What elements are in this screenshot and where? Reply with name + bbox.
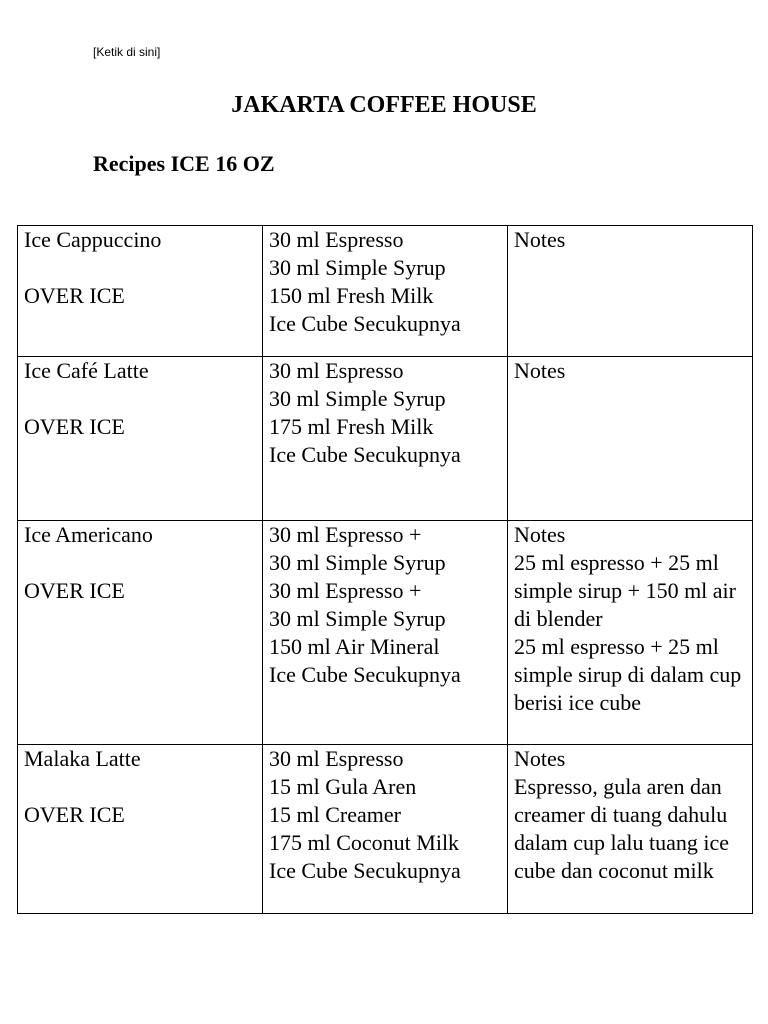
recipe-method: OVER ICE: [24, 414, 125, 439]
notes-label: Notes: [514, 746, 566, 771]
recipe-name-cell: [18, 357, 263, 521]
recipe-name-cell: [18, 226, 263, 357]
ingredient: Ice Cube Secukupnya: [269, 442, 461, 467]
recipe-ingredients-cell: [263, 521, 508, 745]
recipe-notes-cell: [508, 357, 753, 521]
recipe-name-cell: [18, 745, 263, 914]
recipe-name: Malaka Latte: [24, 746, 141, 771]
recipe-method: OVER ICE: [24, 802, 125, 827]
ingredient: 150 ml Air Mineral: [269, 634, 440, 659]
notes-label: Notes: [514, 227, 566, 252]
ingredient: 15 ml Gula Aren: [269, 774, 417, 799]
recipe-name-cell: [18, 521, 263, 745]
ingredient: 30 ml Simple Syrup: [269, 606, 446, 631]
notes-text: Espresso, gula aren dan creamer di tuang dahulu dalam cup lalu tuang ice cube dan coconut milk: [514, 774, 730, 883]
ingredient: 30 ml Espresso: [269, 227, 404, 252]
document-title: JAKARTA COFFEE HOUSE: [231, 92, 537, 118]
page-header-note: [Ketik di sini]: [93, 45, 161, 59]
ingredient: Ice Cube Secukupnya: [269, 858, 461, 883]
ingredient: 150 ml Fresh Milk: [269, 283, 434, 308]
notes-label: Notes: [514, 358, 566, 383]
ingredient: 30 ml Simple Syrup: [269, 386, 446, 411]
ingredient: 30 ml Espresso: [269, 746, 404, 771]
ingredient: 30 ml Simple Syrup: [269, 550, 446, 575]
ingredient: 175 ml Coconut Milk: [269, 830, 460, 855]
document-subtitle: Recipes ICE 16 OZ: [93, 151, 275, 176]
ingredient: 175 ml Fresh Milk: [269, 414, 434, 439]
recipe-name: Ice Americano: [24, 522, 153, 547]
table-row: [18, 521, 753, 745]
notes-text: 25 ml espresso + 25 ml simple sirup + 150 ml air di blender: [514, 550, 736, 631]
ingredient: 30 ml Espresso: [269, 358, 404, 383]
notes-label: Notes: [514, 522, 566, 547]
ingredient: Ice Cube Secukupnya: [269, 311, 461, 336]
recipe-name: Ice Cappuccino: [24, 227, 162, 252]
recipes-table: [17, 225, 753, 914]
table-row: [18, 745, 753, 914]
notes-text: 25 ml espresso + 25 ml simple sirup di dalam cup berisi ice cube: [514, 634, 742, 715]
recipe-ingredients-cell: [263, 357, 508, 521]
recipe-notes-cell: [508, 745, 753, 914]
table-row: [18, 357, 753, 521]
recipe-method: OVER ICE: [24, 578, 125, 603]
ingredient: 30 ml Espresso +: [269, 578, 422, 603]
recipe-notes-cell: [508, 521, 753, 745]
recipe-ingredients-cell: [263, 745, 508, 914]
recipe-notes-cell: [508, 226, 753, 357]
recipe-ingredients-cell: [263, 226, 508, 357]
table-row: [18, 226, 753, 357]
ingredient: 30 ml Espresso +: [269, 522, 422, 547]
ingredient: Ice Cube Secukupnya: [269, 662, 461, 687]
ingredient: 30 ml Simple Syrup: [269, 255, 446, 280]
ingredient: 15 ml Creamer: [269, 802, 401, 827]
recipe-name: Ice Café Latte: [24, 358, 149, 383]
recipe-method: OVER ICE: [24, 283, 125, 308]
